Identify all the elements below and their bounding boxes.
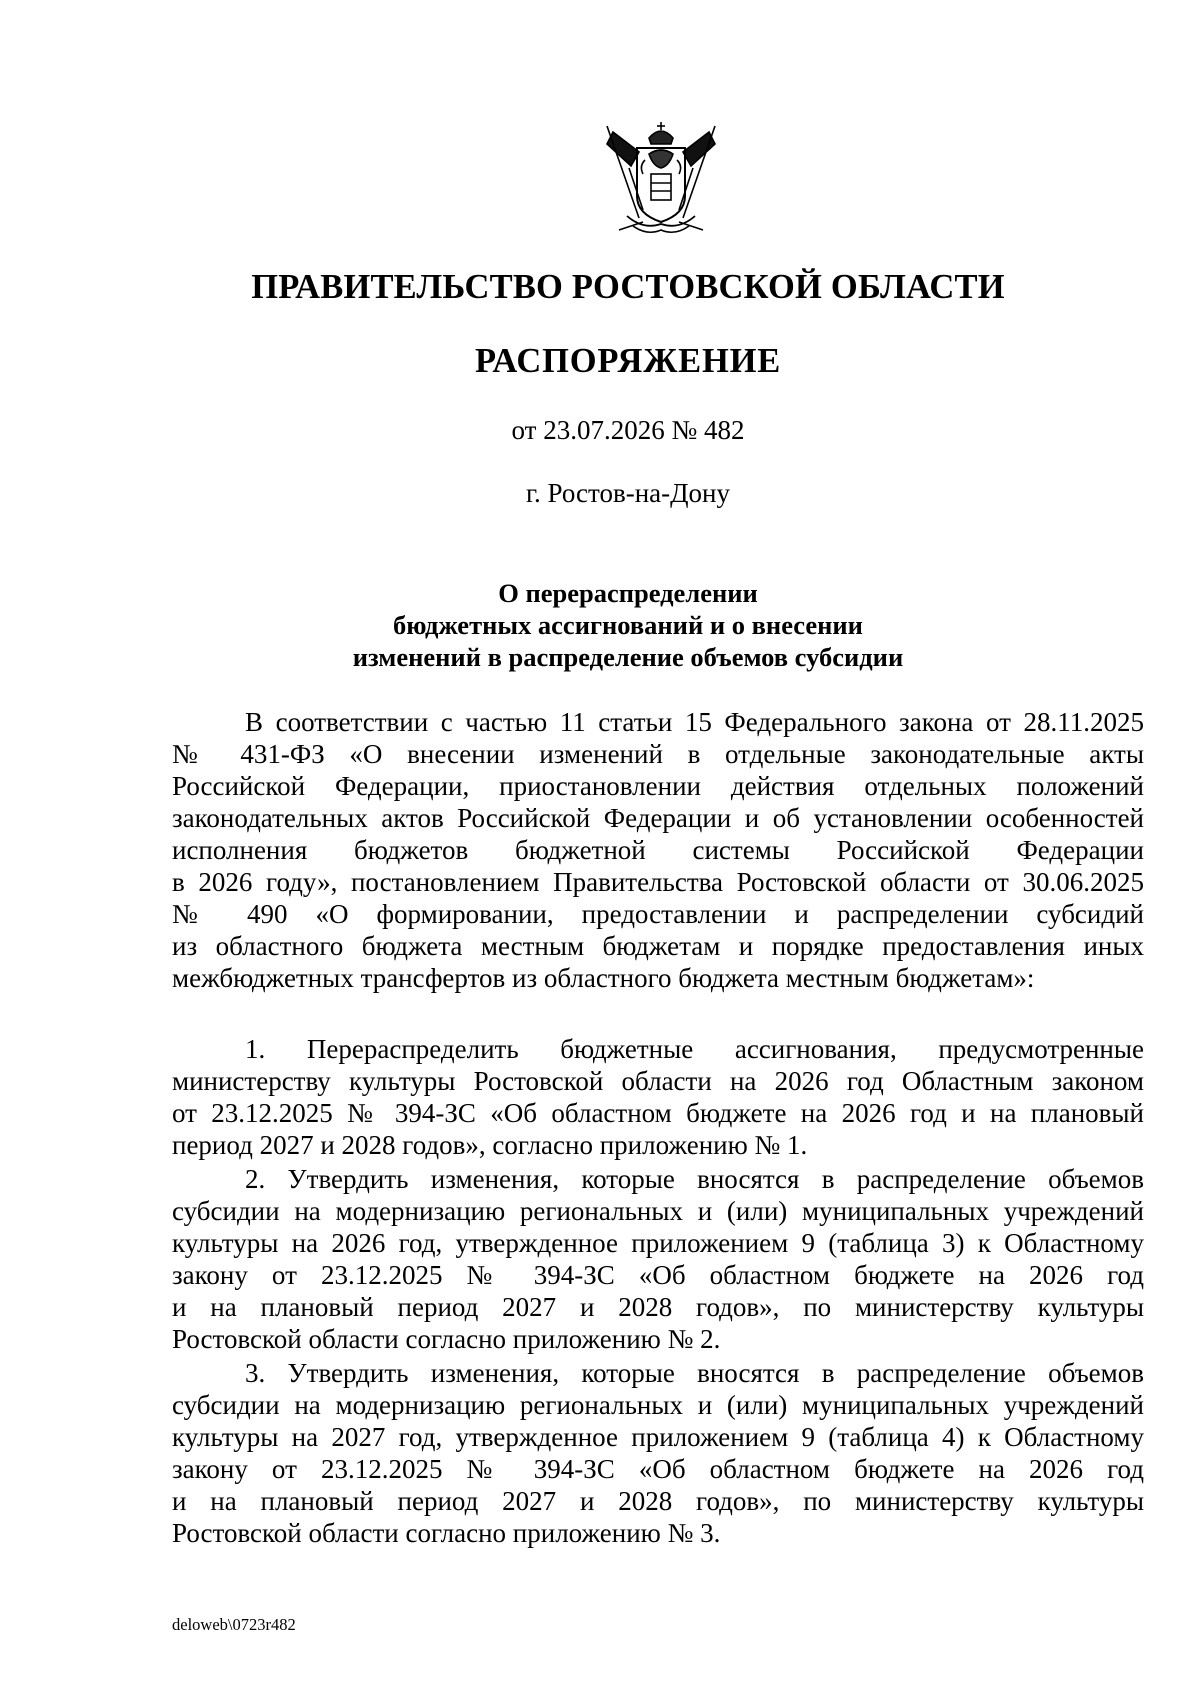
paragraph-line: и на плановый период 2027 и 2028 годов», по министерству культуры [172, 1292, 1144, 1322]
document-footer-code: deloweb\0723r482 [172, 1615, 296, 1634]
paragraph-line: 1. Перераспределить бюджетные ассигнования, предусмотренные [245, 1034, 1144, 1064]
paragraph-line: период 2027 и 2028 годов», согласно приложению № 1. [172, 1130, 808, 1160]
paragraph-line: межбюджетных трансфертов из областного бюджета местным бюджетам»: [172, 963, 1035, 993]
document-date-number: от 23.07.2026 № 482 [511, 415, 745, 445]
paragraph-line: законодательных актов Российской Федерации и об установлении особенностей [172, 803, 1144, 833]
rostov-oblast-coat-of-arms-icon [599, 118, 723, 238]
paragraph-line: министерству культуры Ростовской области на 2026 год Областным законом [172, 1066, 1144, 1096]
item-3-paragraph [172, 1357, 1144, 1549]
subject-line: изменений в распределение объемов субсидии [352, 642, 904, 672]
paragraph-line: и на плановый период 2027 и 2028 годов», по министерству культуры [172, 1486, 1144, 1516]
paragraph-line: № 431-ФЗ «О внесении изменений в отдельные законодательные акты [172, 739, 1144, 769]
paragraph-line: субсидии на модернизацию региональных и (или) муниципальных учреждений [172, 1390, 1144, 1420]
paragraph-line: исполнения бюджетов бюджетной системы Российской Федерации [172, 835, 1144, 865]
document-city: г. Ростов-на-Дону [525, 478, 730, 508]
document-subject [0, 577, 1200, 673]
subject-line: бюджетных ассигнований и о внесении [393, 610, 863, 640]
government-title: ПРАВИТЕЛЬСТВО РОСТОВСКОЙ ОБЛАСТИ [251, 268, 1005, 306]
paragraph-line: Ростовской области согласно приложению № 3. [172, 1518, 721, 1548]
paragraph-line: закону от 23.12.2025 № 394-ЗС «Об областном бюджете на 2026 год [172, 1260, 1144, 1290]
paragraph-line: Ростовской области согласно приложению № 2. [172, 1324, 721, 1354]
subject-line: О перераспределении [498, 578, 758, 608]
paragraph-line: В соответствии с частью 11 статьи 15 Федерального закона от 28.11.2025 [245, 707, 1144, 737]
preamble-paragraph [172, 706, 1144, 994]
paragraph-line: 2. Утвердить изменения, которые вносятся в распределение объемов [245, 1164, 1144, 1194]
paragraph-line: № 490 «О формировании, предоставлении и распределении субсидий [172, 899, 1144, 929]
paragraph-line: субсидии на модернизацию региональных и (или) муниципальных учреждений [172, 1196, 1144, 1226]
item-2-paragraph [172, 1163, 1144, 1355]
item-1-paragraph [172, 1033, 1144, 1161]
paragraph-line: культуры на 2026 год, утвержденное приложением 9 (таблица 3) к Областному [172, 1228, 1144, 1258]
paragraph-line: 3. Утвердить изменения, которые вносятся в распределение объемов [245, 1358, 1144, 1388]
paragraph-line: закону от 23.12.2025 № 394-ЗС «Об областном бюджете на 2026 год [172, 1454, 1144, 1484]
paragraph-line: от 23.12.2025 № 394-ЗС «Об областном бюджете на 2026 год и на плановый [172, 1098, 1144, 1128]
paragraph-line: Российской Федерации, приостановлении действия отдельных положений [172, 771, 1144, 801]
paragraph-line: из областного бюджета местным бюджетам и порядке предоставления иных [172, 931, 1144, 961]
paragraph-line: в 2026 году», постановлением Правительства Ростовской области от 30.06.2025 [172, 867, 1144, 897]
paragraph-line: культуры на 2027 год, утвержденное приложением 9 (таблица 4) к Областному [172, 1422, 1144, 1452]
document-type: РАСПОРЯЖЕНИЕ [474, 342, 782, 380]
